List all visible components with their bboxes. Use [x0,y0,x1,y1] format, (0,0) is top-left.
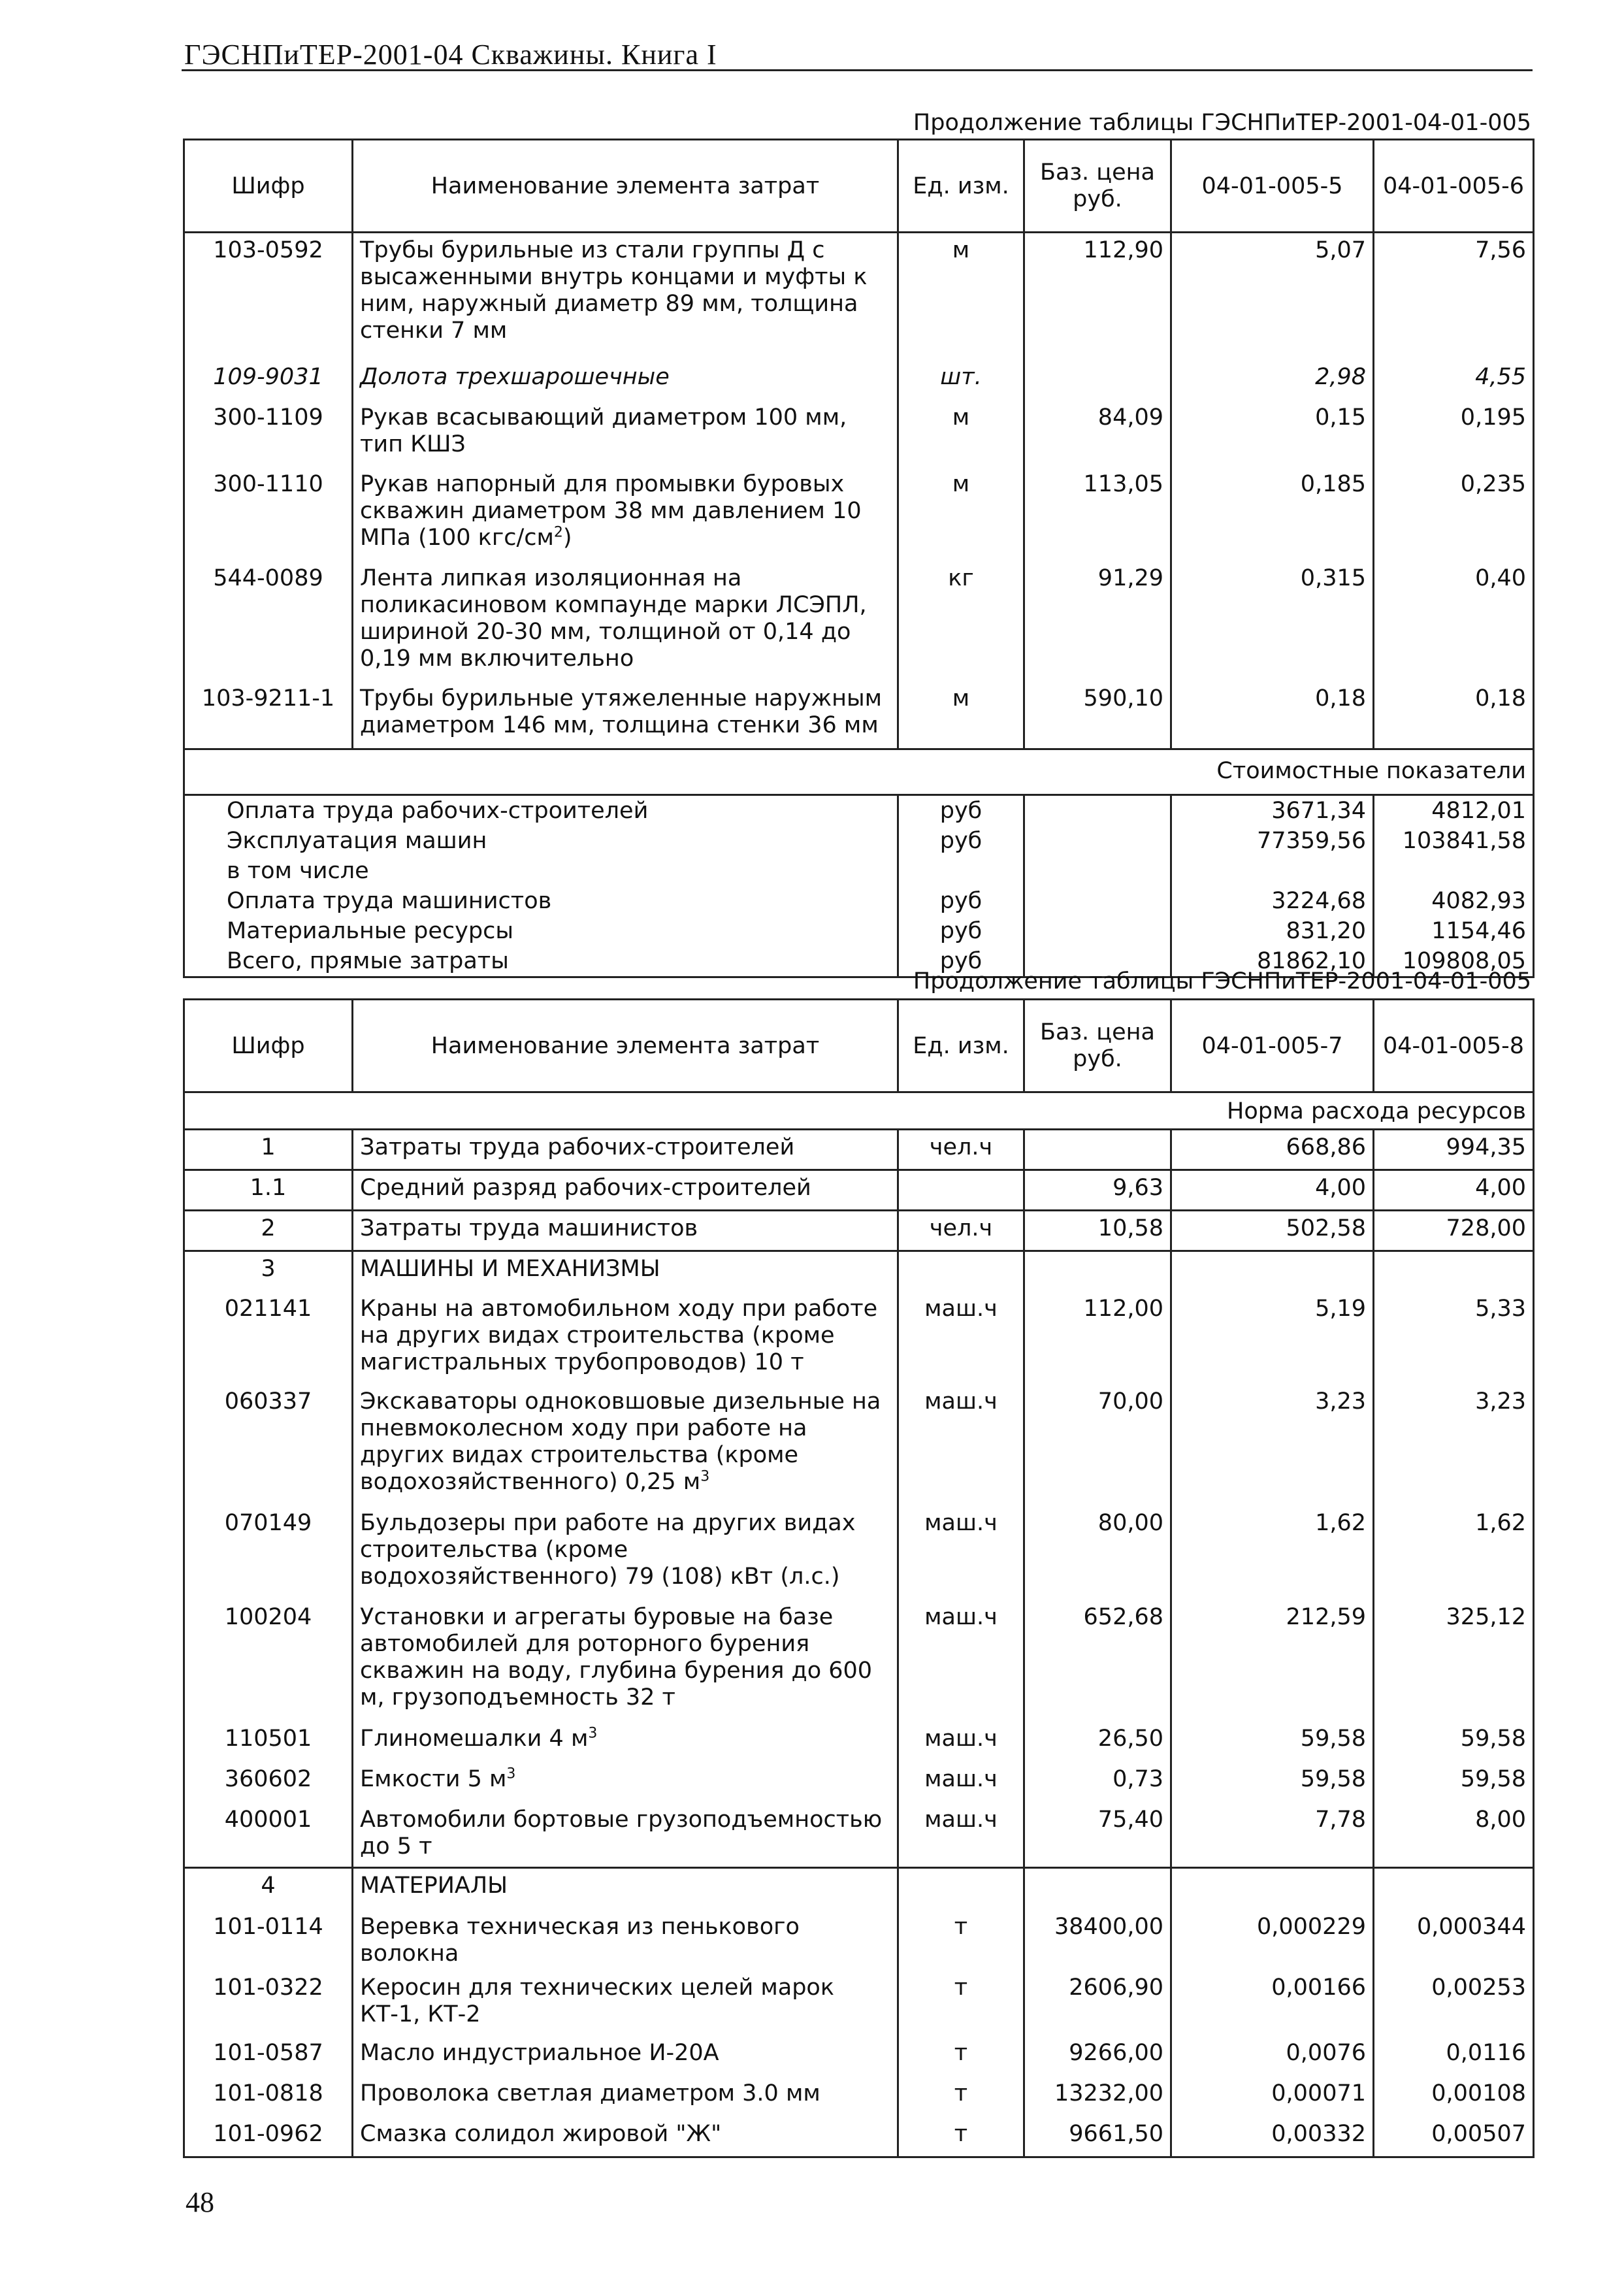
col-header-name: Наименование элемента затрат [353,140,898,233]
row-unit: т [898,2076,1024,2117]
table-row [184,1971,1534,2036]
running-header: ГЭСНПиТЕР-2001-04 Скважины. Книга I [184,39,717,71]
row-code: 2 [184,1211,353,1251]
section-label: Стоимостные показатели [184,749,1534,795]
row-price: 9661,50 [1024,2117,1171,2157]
totals-value-2: 4812,01 [1374,795,1534,827]
row-name: Средний разряд рабочих-строителей [353,1170,898,1211]
row-unit: м [898,401,1024,467]
row-code: 100204 [184,1600,353,1722]
row-price: 26,50 [1024,1722,1171,1762]
table-row [184,1211,1534,1251]
superscript: 3 [588,1724,598,1741]
row-price: 80,00 [1024,1506,1171,1600]
row-value-1: 0,00332 [1171,2117,1374,2157]
totals-row [184,795,1534,827]
totals-value-1: 3671,34 [1171,795,1374,827]
row-name: Масло индустриальное И-20А [353,2036,898,2076]
row-value-2: 0,235 [1374,467,1534,561]
row-name-text: Емкости 5 м [360,1765,507,1792]
superscript: 2 [553,523,563,540]
row-code: 103-0592 [184,233,353,360]
row-value-2: 0,18 [1374,681,1534,749]
row-value-2: 7,56 [1374,233,1534,360]
col-header-variant-5: 04-01-005-5 [1171,140,1374,233]
col-header-variant-8: 04-01-005-8 [1374,1000,1534,1092]
row-code: 101-0114 [184,1910,353,1971]
row-price [1024,360,1171,401]
section-label: Норма расхода ресурсов [184,1092,1534,1130]
row-name [353,1762,898,1803]
row-name: Веревка техническая из пенькового волокна [353,1910,898,1971]
row-name: Проволока светлая диаметром 3.0 мм [353,2076,898,2117]
row-name: Керосин для технических целей марок КТ-1, КТ-2 [353,1971,898,2036]
row-unit: маш.ч [898,1762,1024,1803]
totals-value-1: 81862,10 [1171,946,1374,977]
totals-value-2: 103841,58 [1374,826,1534,856]
row-value-2: 1,62 [1374,1506,1534,1600]
row-code: 103-9211-1 [184,681,353,749]
row-value-1: 502,58 [1171,1211,1374,1251]
row-value-2: 59,58 [1374,1762,1534,1803]
totals-unit: руб [898,795,1024,827]
superscript: 3 [700,1467,710,1484]
row-unit: м [898,467,1024,561]
table-row [184,1506,1534,1600]
row-name: Рукав всасывающий диаметром 100 мм, тип КШЗ [353,401,898,467]
row-name: Трубы бурильные утяжеленные наружным диаметром 146 мм, толщина стенки 36 мм [353,681,898,749]
row-value-1: 2,98 [1171,360,1374,401]
row-value-1: 0,15 [1171,401,1374,467]
table-row [184,2076,1534,2117]
totals-price [1024,856,1171,886]
row-price: 70,00 [1024,1385,1171,1506]
totals-unit [898,856,1024,886]
page-number: 48 [186,2186,214,2218]
row-value-2: 0,00108 [1374,2076,1534,2117]
totals-label: Всего, прямые затраты [184,946,898,977]
row-value-1: 0,315 [1171,561,1374,681]
table-row [184,1170,1534,1211]
row-unit: маш.ч [898,1722,1024,1762]
row-name: Установки и агрегаты буровые на базе автомобилей для роторного бурения скважин на воду, глубина бурения до 600 м, грузоподъемность 32 т [353,1600,898,1722]
section-row [184,1092,1534,1130]
row-value-1: 0,00166 [1171,1971,1374,2036]
totals-label: Материальные ресурсы [184,916,898,946]
header-rule [182,69,1533,71]
row-price: 590,10 [1024,681,1171,749]
table-row [184,1385,1534,1506]
row-code: 101-0818 [184,2076,353,2117]
table-row [184,1762,1534,1803]
table-row [184,561,1534,681]
section-row [184,749,1534,795]
row-value-1: 7,78 [1171,1803,1374,1868]
table-row [184,1600,1534,1722]
table-row [184,360,1534,401]
row-price: 75,40 [1024,1803,1171,1868]
row-value-1: 5,07 [1171,233,1374,360]
totals-row [184,916,1534,946]
row-code: 110501 [184,1722,353,1762]
col-header-unit: Ед. изм. [898,1000,1024,1092]
row-code: 070149 [184,1506,353,1600]
col-header-unit: Ед. изм. [898,140,1024,233]
row-value-1: 1,62 [1171,1506,1374,1600]
row-name-tail: ) [562,524,572,551]
totals-unit: руб [898,826,1024,856]
row-code: 101-0322 [184,1971,353,2036]
table1-resources [183,139,1535,978]
row-value-2: 4,55 [1374,360,1534,401]
table-row [184,233,1534,360]
totals-label: Оплата труда машинистов [184,886,898,916]
totals-value-2 [1374,856,1534,886]
table1-caption: Продолжение таблицы ГЭСНПиТЕР-2001-04-01-005 [913,110,1531,136]
table-row [184,1292,1534,1385]
row-price: 2606,90 [1024,1971,1171,2036]
row-unit [898,1868,1024,1910]
totals-price [1024,916,1171,946]
row-value-2 [1374,1251,1534,1292]
row-code: 109-9031 [184,360,353,401]
row-name: МАТЕРИАЛЫ [353,1868,898,1910]
table-row [184,467,1534,561]
row-name [353,467,898,561]
row-unit: т [898,2117,1024,2157]
row-price: 9266,00 [1024,2036,1171,2076]
table-row [184,2036,1534,2076]
row-price [1024,1868,1171,1910]
totals-unit: руб [898,946,1024,977]
row-value-2: 0,195 [1374,401,1534,467]
row-unit [898,1251,1024,1292]
table-row [184,401,1534,467]
row-name [353,1722,898,1762]
row-name-text: Экскаваторы одноковшовые дизельные на пневмоколесном ходу при работе на других видах строительства (кроме водохозяйственного) 0,25 м [360,1388,881,1495]
row-code: 400001 [184,1803,353,1868]
row-unit: т [898,1910,1024,1971]
row-code: 3 [184,1251,353,1292]
row-code: 101-0962 [184,2117,353,2157]
row-price: 112,00 [1024,1292,1171,1385]
totals-value-2: 1154,46 [1374,916,1534,946]
row-price: 10,58 [1024,1211,1171,1251]
row-unit: чел.ч [898,1211,1024,1251]
row-value-1: 0,0076 [1171,2036,1374,2076]
row-name: Затраты труда рабочих-строителей [353,1130,898,1170]
row-value-1: 5,19 [1171,1292,1374,1385]
row-price: 91,29 [1024,561,1171,681]
col-header-variant-6: 04-01-005-6 [1374,140,1534,233]
totals-value-2: 4082,93 [1374,886,1534,916]
row-code: 1 [184,1130,353,1170]
row-unit: маш.ч [898,1385,1024,1506]
row-name: Краны на автомобильном ходу при работе на других видах строительства (кроме магистральных трубопроводов) 10 т [353,1292,898,1385]
totals-value-1 [1171,856,1374,886]
row-code: 060337 [184,1385,353,1506]
table2-resources [183,998,1535,2158]
row-value-1: 59,58 [1171,1762,1374,1803]
row-value-1: 3,23 [1171,1385,1374,1506]
row-price: 0,73 [1024,1762,1171,1803]
totals-row [184,886,1534,916]
row-name: МАШИНЫ И МЕХАНИЗМЫ [353,1251,898,1292]
col-header-code: Шифр [184,140,353,233]
row-value-2: 0,00507 [1374,2117,1534,2157]
row-value-2: 4,00 [1374,1170,1534,1211]
totals-price [1024,826,1171,856]
totals-value-2: 109808,05 [1374,946,1534,977]
row-value-2: 0,00253 [1374,1971,1534,2036]
row-code: 544-0089 [184,561,353,681]
row-value-1: 0,18 [1171,681,1374,749]
table2-header-row [184,1000,1534,1092]
row-price [1024,1251,1171,1292]
table-row [184,1910,1534,1971]
row-name: Смазка солидол жировой "Ж" [353,2117,898,2157]
row-code: 4 [184,1868,353,1910]
col-header-name: Наименование элемента затрат [353,1000,898,1092]
row-value-1 [1171,1868,1374,1910]
row-value-2: 0,0116 [1374,2036,1534,2076]
table1-header-row [184,140,1534,233]
row-code: 300-1110 [184,467,353,561]
row-unit: маш.ч [898,1803,1024,1868]
row-value-1: 4,00 [1171,1170,1374,1211]
row-unit: маш.ч [898,1600,1024,1722]
row-code: 021141 [184,1292,353,1385]
row-name: Долота трехшарошечные [353,360,898,401]
table-row [184,681,1534,749]
superscript: 3 [506,1765,516,1782]
totals-price [1024,795,1171,827]
row-name: Затраты труда машинистов [353,1211,898,1251]
row-value-1: 212,59 [1171,1600,1374,1722]
row-name: Лента липкая изоляционная на поликасиновом компаунде марки ЛСЭПЛ, шириной 20-30 мм, толщиной от 0,14 до 0,19 мм включительно [353,561,898,681]
row-value-2: 59,58 [1374,1722,1534,1762]
row-value-2: 994,35 [1374,1130,1534,1170]
row-value-1: 668,86 [1171,1130,1374,1170]
row-price: 13232,00 [1024,2076,1171,2117]
table-row [184,1803,1534,1868]
totals-value-1: 3224,68 [1171,886,1374,916]
table-row [184,1251,1534,1292]
row-value-2: 8,00 [1374,1803,1534,1868]
row-value-2: 325,12 [1374,1600,1534,1722]
table-row [184,1868,1534,1910]
row-value-2: 0,000344 [1374,1910,1534,1971]
row-value-2: 3,23 [1374,1385,1534,1506]
row-unit: м [898,233,1024,360]
row-value-2: 5,33 [1374,1292,1534,1385]
totals-label: Оплата труда рабочих-строителей [184,795,898,827]
totals-label: в том числе [184,856,898,886]
totals-price [1024,886,1171,916]
totals-unit: руб [898,916,1024,946]
totals-unit: руб [898,886,1024,916]
row-value-2: 728,00 [1374,1211,1534,1251]
row-code: 360602 [184,1762,353,1803]
totals-row [184,826,1534,856]
row-unit: кг [898,561,1024,681]
row-price: 652,68 [1024,1600,1171,1722]
row-code: 300-1109 [184,401,353,467]
row-name: Трубы бурильные из стали группы Д с высаженными внутрь концами и муфты к ним, наружный диаметр 89 мм, толщина стенки 7 мм [353,233,898,360]
row-price: 112,90 [1024,233,1171,360]
row-unit: м [898,681,1024,749]
row-name-text: Рукав напорный для промывки буровых скважин диаметром 38 мм давлением 10 МПа (100 кгс/см [360,470,862,551]
row-value-1 [1171,1251,1374,1292]
row-price: 84,09 [1024,401,1171,467]
row-unit: т [898,1971,1024,2036]
row-unit: шт. [898,360,1024,401]
row-unit: маш.ч [898,1292,1024,1385]
row-unit: чел.ч [898,1130,1024,1170]
row-value-2 [1374,1868,1534,1910]
row-unit [898,1170,1024,1211]
totals-row [184,856,1534,886]
col-header-price: Баз. цена руб. [1024,1000,1171,1092]
row-unit: маш.ч [898,1506,1024,1600]
table2-caption: Продолжение таблицы ГЭСНПиТЕР-2001-04-01-005 [913,968,1531,994]
table-row [184,1722,1534,1762]
row-value-2: 0,40 [1374,561,1534,681]
row-price: 38400,00 [1024,1910,1171,1971]
row-value-1: 0,000229 [1171,1910,1374,1971]
row-unit: т [898,2036,1024,2076]
row-name: Автомобили бортовые грузоподъемностью до 5 т [353,1803,898,1868]
row-value-1: 59,58 [1171,1722,1374,1762]
table-row [184,1130,1534,1170]
row-name [353,1385,898,1506]
row-value-1: 0,185 [1171,467,1374,561]
row-name-text: Глиномешалки 4 м [360,1725,589,1752]
row-price: 113,05 [1024,467,1171,561]
row-code: 101-0587 [184,2036,353,2076]
col-header-price: Баз. цена руб. [1024,140,1171,233]
totals-label: Эксплуатация машин [184,826,898,856]
col-header-variant-7: 04-01-005-7 [1171,1000,1374,1092]
row-price: 9,63 [1024,1170,1171,1211]
row-value-1: 0,00071 [1171,2076,1374,2117]
row-name: Бульдозеры при работе на других видах строительства (кроме водохозяйственного) 79 (108) кВт (л.с.) [353,1506,898,1600]
totals-value-1: 831,20 [1171,916,1374,946]
totals-value-1: 77359,56 [1171,826,1374,856]
col-header-code: Шифр [184,1000,353,1092]
row-price [1024,1130,1171,1170]
row-code: 1.1 [184,1170,353,1211]
table-row [184,2117,1534,2157]
